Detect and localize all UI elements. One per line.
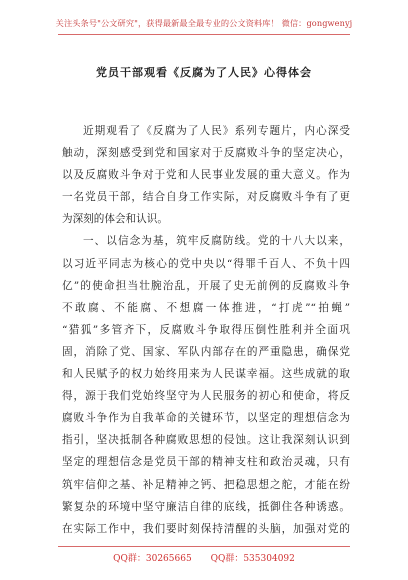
- header-note: 关注头条号"公文研究"，获得最新最全最专业的公文资料库！ 微信：gongwenyj: [55, 18, 353, 28]
- text-line: 为深刻的体会和认识。: [62, 213, 168, 226]
- document-title: 党员干部观看《反腐为了人民》心得体会: [96, 66, 312, 79]
- text-line: 一、以信念为基，筑牢反腐防线。党的十八大以来，: [83, 235, 350, 248]
- text-line: 繁复杂的环境中坚守廉洁自律的底线，抵御住各种诱惑。: [62, 500, 350, 513]
- text-line: “猎狐”多管齐下，反腐败斗争取得压倒性胜利并全面巩: [62, 323, 350, 336]
- text-line: 和人民赋予的权力始终用来为人民谋幸福。这些成就的取: [62, 368, 350, 381]
- document-body: [62, 120, 350, 540]
- footer-qq-group-2: QQ群：535304092: [210, 554, 295, 564]
- text-line: 得，源于我们党始终坚守为人民服务的初心和使命，将反: [62, 390, 350, 403]
- text-line: 指引，坚决抵制各种腐败思想的侵蚀。这让我深刻认识到: [62, 434, 350, 447]
- text-line: 近期观看了《反腐为了人民》系列专题片，内心深受: [83, 125, 350, 137]
- text-line: 亿”的使命担当壮腕治乱，开展了史无前例的反腐败斗争: [62, 279, 350, 292]
- text-line: 筑牢信仰之基、补足精神之钙、把稳思想之舵，才能在纷: [62, 478, 350, 491]
- text-line: 坚定的理想信念是党员干部的精神支柱和政治灵魂，只有: [62, 456, 350, 469]
- paragraph-1: [62, 120, 350, 230]
- text-line: 不敢腐、不能腐、不想腐一体推进，“打虎”“拍蝇”: [62, 301, 350, 314]
- text-line: 触动，深刻感受到党和国家对于反腐败斗争的坚定决心，: [62, 147, 350, 160]
- text-line: 固，消除了党、国家、军队内部存在的严重隐患，确保党: [62, 345, 350, 358]
- paragraph-2: [62, 230, 350, 539]
- text-line: 一名党员干部，结合自身工作实际，对反腐败斗争有了更: [62, 191, 350, 204]
- text-line: 以及反腐败斗争对于党和人民事业发展的重大意义。作为: [62, 169, 350, 182]
- text-line: 以习近平同志为核心的党中央以“得罪千百人、不负十四: [62, 257, 350, 270]
- footer-divider: [58, 546, 350, 547]
- footer-qq-group-1: QQ群：30265665: [113, 554, 192, 564]
- footer: [0, 551, 408, 564]
- header-divider: [58, 34, 350, 35]
- text-line: 在实际工作中，我们要时刻保持清醒的头脑，加强对党的: [62, 522, 350, 535]
- text-line: 腐败斗争作为自我革命的关键环节，以坚定的理想信念为: [62, 412, 350, 425]
